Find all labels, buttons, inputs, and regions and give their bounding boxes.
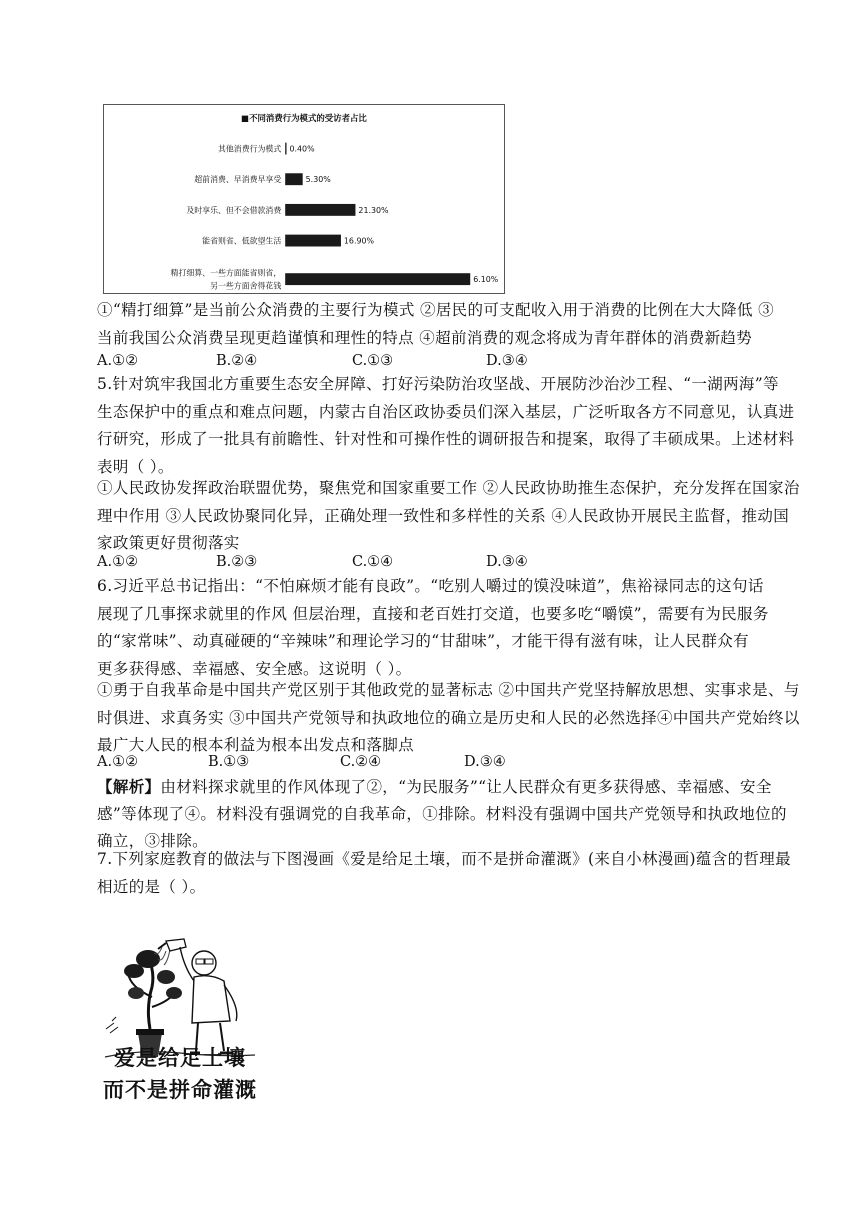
q4-option-b[interactable]: B.②④ <box>216 353 258 369</box>
q5-stem-line: 生态保护中的重点和难点问题，内蒙古自治区政协委员们深入基层，广泛听取各方不同意见，认真进 <box>97 402 795 421</box>
q4-option-a[interactable]: A.①② <box>97 353 139 369</box>
q7-stem-line: 相近的是（ ）。 <box>97 877 206 896</box>
q6-analysis <box>97 773 787 856</box>
q5-stem <box>97 371 795 481</box>
category-label: 及时享乐、但不会借款消费 <box>186 205 282 215</box>
q6-option-c[interactable]: C.②④ <box>340 754 382 770</box>
q4-option-c[interactable]: C.①③ <box>352 353 394 369</box>
q6-stem-line: 更多获得感、幸福感、安全感。这说明（ ）。 <box>97 659 412 678</box>
q4-statements <box>97 297 774 352</box>
cartoon-caption-line1: 爱是给足土壤 <box>114 1045 246 1070</box>
q6-options <box>97 749 769 775</box>
q5-option-d[interactable]: D.③④ <box>486 554 528 570</box>
consumption-bar-chart <box>103 104 505 294</box>
bar <box>285 273 470 285</box>
q5-choices <box>97 475 800 558</box>
cartoon-caption-line2: 而不是拼命灌溉 <box>103 1077 257 1102</box>
q7-stem <box>97 846 791 901</box>
category-label: 能省则省、低欲望生活 <box>202 236 282 246</box>
category-label: 另一些方面舍得花钱 <box>210 281 282 291</box>
q6-analysis-line: 确立，③排除。 <box>97 832 208 850</box>
q6-option-a[interactable]: A.①② <box>97 754 139 770</box>
q5-choice-line: 家政策更好贯彻落实 <box>97 534 240 552</box>
category-label: 精打细算、一些方面能省则省， <box>170 268 282 278</box>
q5-choice-line: ①人民政协发挥政治联盟优势，聚焦党和国家重要工作 ②人民政协助推生态保护，充分发挥在国家治 <box>97 479 800 497</box>
analysis-label: 【解析】 <box>97 777 161 796</box>
q4-line: ①“精打细算”是当前公众消费的主要行为模式 ②居民的可支配收入用于消费的比例在大大降低 ③ <box>97 301 774 319</box>
q6-choices <box>97 677 800 760</box>
q6-analysis-line <box>97 773 772 801</box>
bar <box>285 204 355 216</box>
value-label: 21.30% <box>358 205 389 215</box>
q5-option-b[interactable]: B.②③ <box>216 554 258 570</box>
q5-option-a[interactable]: A.①② <box>97 554 139 570</box>
q6-analysis-line: 感”等体现了④。材料没有强调党的自我革命，①排除。材料没有强调中国共产党领导和执政地位的 <box>97 804 787 823</box>
q6-analysis-text: 由材料探求就里的作风体现了②，“为民服务”“让人民群众有更多获得感、幸福感、安全 <box>160 778 772 796</box>
category-label: 超前消费、早消费早享受 <box>194 175 282 185</box>
q6-option-d[interactable]: D.③④ <box>464 754 506 770</box>
q5-choice-line: 理中作用 ③人民政协聚同化异，正确处理一致性和多样性的关系 ④人民政协开展民主监督，推动国 <box>97 506 790 525</box>
q5-options <box>97 549 769 575</box>
q6-option-b[interactable]: B.①③ <box>208 754 250 770</box>
q4-option-d[interactable]: D.③④ <box>486 353 528 369</box>
bar <box>285 173 302 185</box>
q6-stem <box>97 573 769 683</box>
q6-choice-line: ①勇于自我革命是中国共产党区别于其他政党的显著标志 ②中国共产党坚持解放思想、实事求是、与 <box>97 681 800 699</box>
q7-stem-line: 7.下列家庭教育的做法与下图漫画《爱是给足土壤，而不是拼命灌溉》(来自小林漫画)蕴含的哲理最 <box>97 850 791 868</box>
q6-stem-line: 的“家常味”、动真碰硬的“辛辣味”和理论学习的“甘甜味”，才能干得有滋有味，让人民群众有 <box>97 632 749 650</box>
q5-stem-line: 5.针对筑牢我国北方重要生态安全屏障、打好污染防治攻坚战、开展防沙治沙工程、“一湖两海”等 <box>97 375 779 393</box>
q6-stem-line: 6.习近平总书记指出：“不怕麻烦才能有良政”。“吃别人嚼过的馍没味道”，焦裕禄同志的这句话 <box>97 577 764 595</box>
q6-choice-line: 最广大人民的根本利益为根本出发点和落脚点 <box>97 736 415 754</box>
value-label: 0.40% <box>289 144 315 154</box>
bar <box>285 235 341 247</box>
q5-stem-line: 行研究，形成了一批具有前瞻性、针对性和可操作性的调研报告和提案，取得了丰硕成果。上述材料 <box>97 430 795 448</box>
value-label: 16.90% <box>343 236 375 246</box>
value-label: 6.10% <box>473 275 499 285</box>
value-label: 5.30% <box>305 175 331 185</box>
category-label: 其他消费行为模式 <box>217 144 282 154</box>
q5-stem-line: 表明（ ）。 <box>97 457 174 476</box>
q6-choice-line: 时俱进、求真务实 ③中国共产党领导和执政地位的确立是历史和人民的必然选择④中国共产党始终以 <box>97 708 800 727</box>
bar <box>285 143 286 155</box>
chart-title: ■不同消费行为模式的受访者占比 <box>241 112 367 123</box>
q4-line: 当前我国公众消费呈现更趋谨慎和理性的特点 ④超前消费的观念将成为青年群体的消费新趋势 <box>97 328 753 347</box>
q5-option-c[interactable]: C.①④ <box>352 554 394 570</box>
q6-stem-line: 展现了几事探求就里的作风 但层治理，直接和老百姓打交道，也要多吃“嚼馍”，需要有为民服务 <box>97 604 769 623</box>
